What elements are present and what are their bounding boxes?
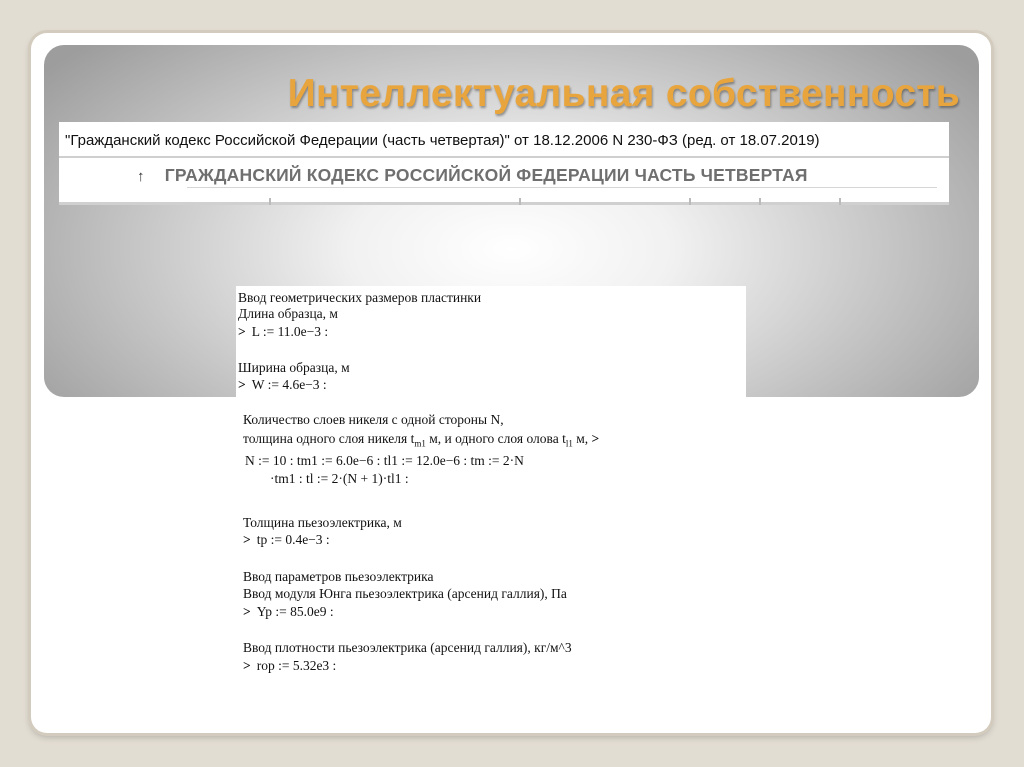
length-input[interactable]: L := 11.0e−3 : [251,324,329,339]
codex-divider [59,156,949,158]
codex-heading-text: ГРАЖДАНСКИЙ КОДЕКС РОССИЙСКОЙ ФЕДЕРАЦИИ ЧАСТЬ ЧЕТВЕРТАЯ [164,165,808,185]
thickness-label: толщина одного слоя никеля $t_{m1}$ м, и одного слоя олова $t_{l1}$ м, > [243,431,600,449]
density-label: Ввод плотности пьезоэлектрика (арсенид галлия), кг/м^3 [243,640,572,655]
piezo-thickness-line[interactable] [243,532,330,548]
codex-bottom-border [59,202,949,205]
width-input-line[interactable] [238,377,327,393]
young-input-line[interactable] [243,604,334,620]
prompt-symbol: > [238,377,246,392]
width-label: Ширина образца, м [238,360,350,375]
young-label: Ввод модуля Юнга пьезоэлектрика (арсенид галлия), Па [243,586,567,601]
prompt-symbol: > [238,324,246,339]
length-input-line[interactable] [238,324,328,340]
layers-input-line-1[interactable]: N := 10 : tm1 := 6.0e−6 : tl1 := 12.0e−6 : tm := 2·N [245,453,524,468]
density-input[interactable]: rop := 5.32e3 : [256,658,337,673]
codex-heading-underline [187,187,937,188]
length-label: Длина образца, м [238,306,338,321]
maple-worksheet [236,286,746,686]
width-input[interactable]: W := 4.6e−3 : [251,377,327,392]
layers-label: Количество слоев никеля с одной стороны N, [243,412,504,427]
section-geometry-title: Ввод геометрических размеров пластинки [238,290,482,305]
params-title: Ввод параметров пьезоэлектрика [243,569,434,584]
prompt-symbol: > [243,532,251,547]
piezo-thickness-input[interactable]: tp := 0.4e−3 : [256,532,330,547]
prompt-symbol: > [243,604,251,619]
up-arrow-icon[interactable]: ↑ [137,168,145,185]
prompt-symbol: > [243,658,251,673]
codex-excerpt [59,122,949,205]
piezo-thickness-label: Толщина пьезоэлектрика, м [243,515,402,530]
layers-input-line-2[interactable]: ·tm1 : tl := 2·(N + 1)·tl1 : [270,471,409,486]
slide-title: Интеллектуальная собственность [287,72,960,115]
prompt-symbol: > [591,431,600,446]
density-input-line[interactable] [243,658,336,674]
young-input[interactable]: Yp := 85.0e9 : [256,604,334,619]
codex-heading [137,165,808,186]
codex-reference: "Гражданский кодекс Российской Федерации (часть четвертая)" от 18.12.2006 N 230-ФЗ (ред. от 18.07.2019) [65,132,820,149]
